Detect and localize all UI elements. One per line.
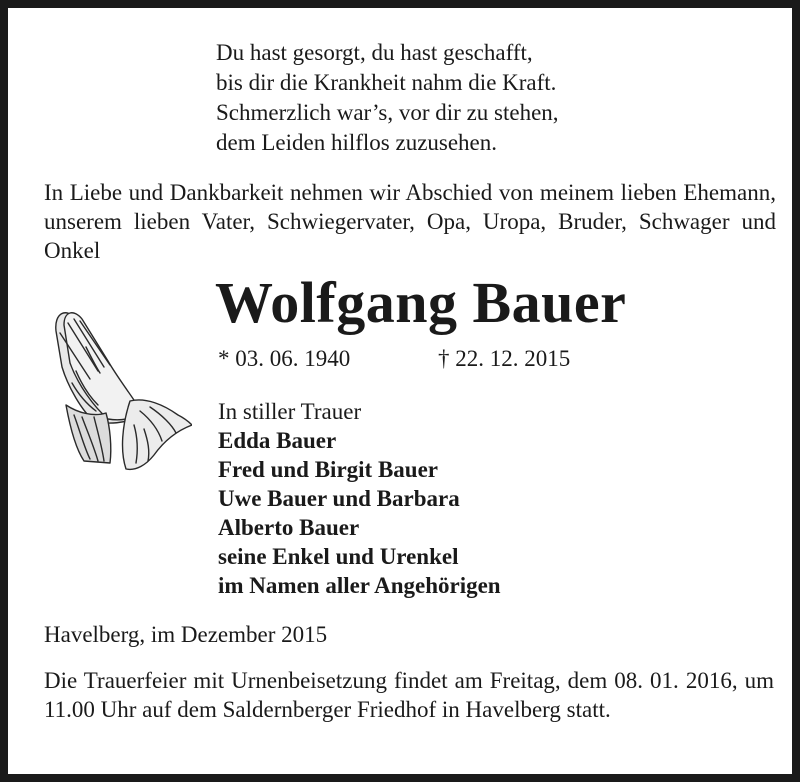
poem-line: dem Leiden hilflos zuzusehen. <box>216 130 498 155</box>
mourner-name: Edda Bauer <box>218 428 337 453</box>
mourner-name: Fred und Birgit Bauer <box>218 457 439 482</box>
intro-text: In Liebe und Dankbarkeit nehmen wir Abschied von meinem lieben Ehemann, unserem lieben Vater, Schwiegervater, Opa, Uropa, Bruder, Schwager und Onkel <box>44 180 776 263</box>
poem-line: Du hast gesorgt, du hast geschafft, <box>216 40 533 65</box>
deceased-name: Wolfgang Bauer <box>215 270 627 335</box>
death-date: † 22. 12. 2015 <box>438 346 571 371</box>
funeral-info: Die Trauerfeier mit Urnenbeisetzung findet am Freitag, dem 08. 01. 2016, um 11.00 Uhr auf dem Saldernberger Friedhof in Havelberg statt. <box>44 668 774 722</box>
mourner-name: seine Enkel und Urenkel <box>218 544 459 569</box>
praying-hands-icon <box>46 301 192 479</box>
mourner-name: im Namen aller Angehörigen <box>218 573 501 598</box>
mourning-heading: In stiller Trauer <box>218 399 362 424</box>
mourner-name: Uwe Bauer und Barbara <box>218 486 460 511</box>
mourner-name: Alberto Bauer <box>218 515 360 540</box>
mourners-block <box>218 397 501 600</box>
poem <box>216 38 559 158</box>
place-date: Havelberg, im Dezember 2015 <box>44 622 328 647</box>
poem-line: Schmerzlich war’s, vor dir zu stehen, <box>216 100 559 125</box>
birth-date: * 03. 06. 1940 <box>218 346 351 371</box>
poem-line: bis dir die Krankheit nahm die Kraft. <box>216 70 557 95</box>
